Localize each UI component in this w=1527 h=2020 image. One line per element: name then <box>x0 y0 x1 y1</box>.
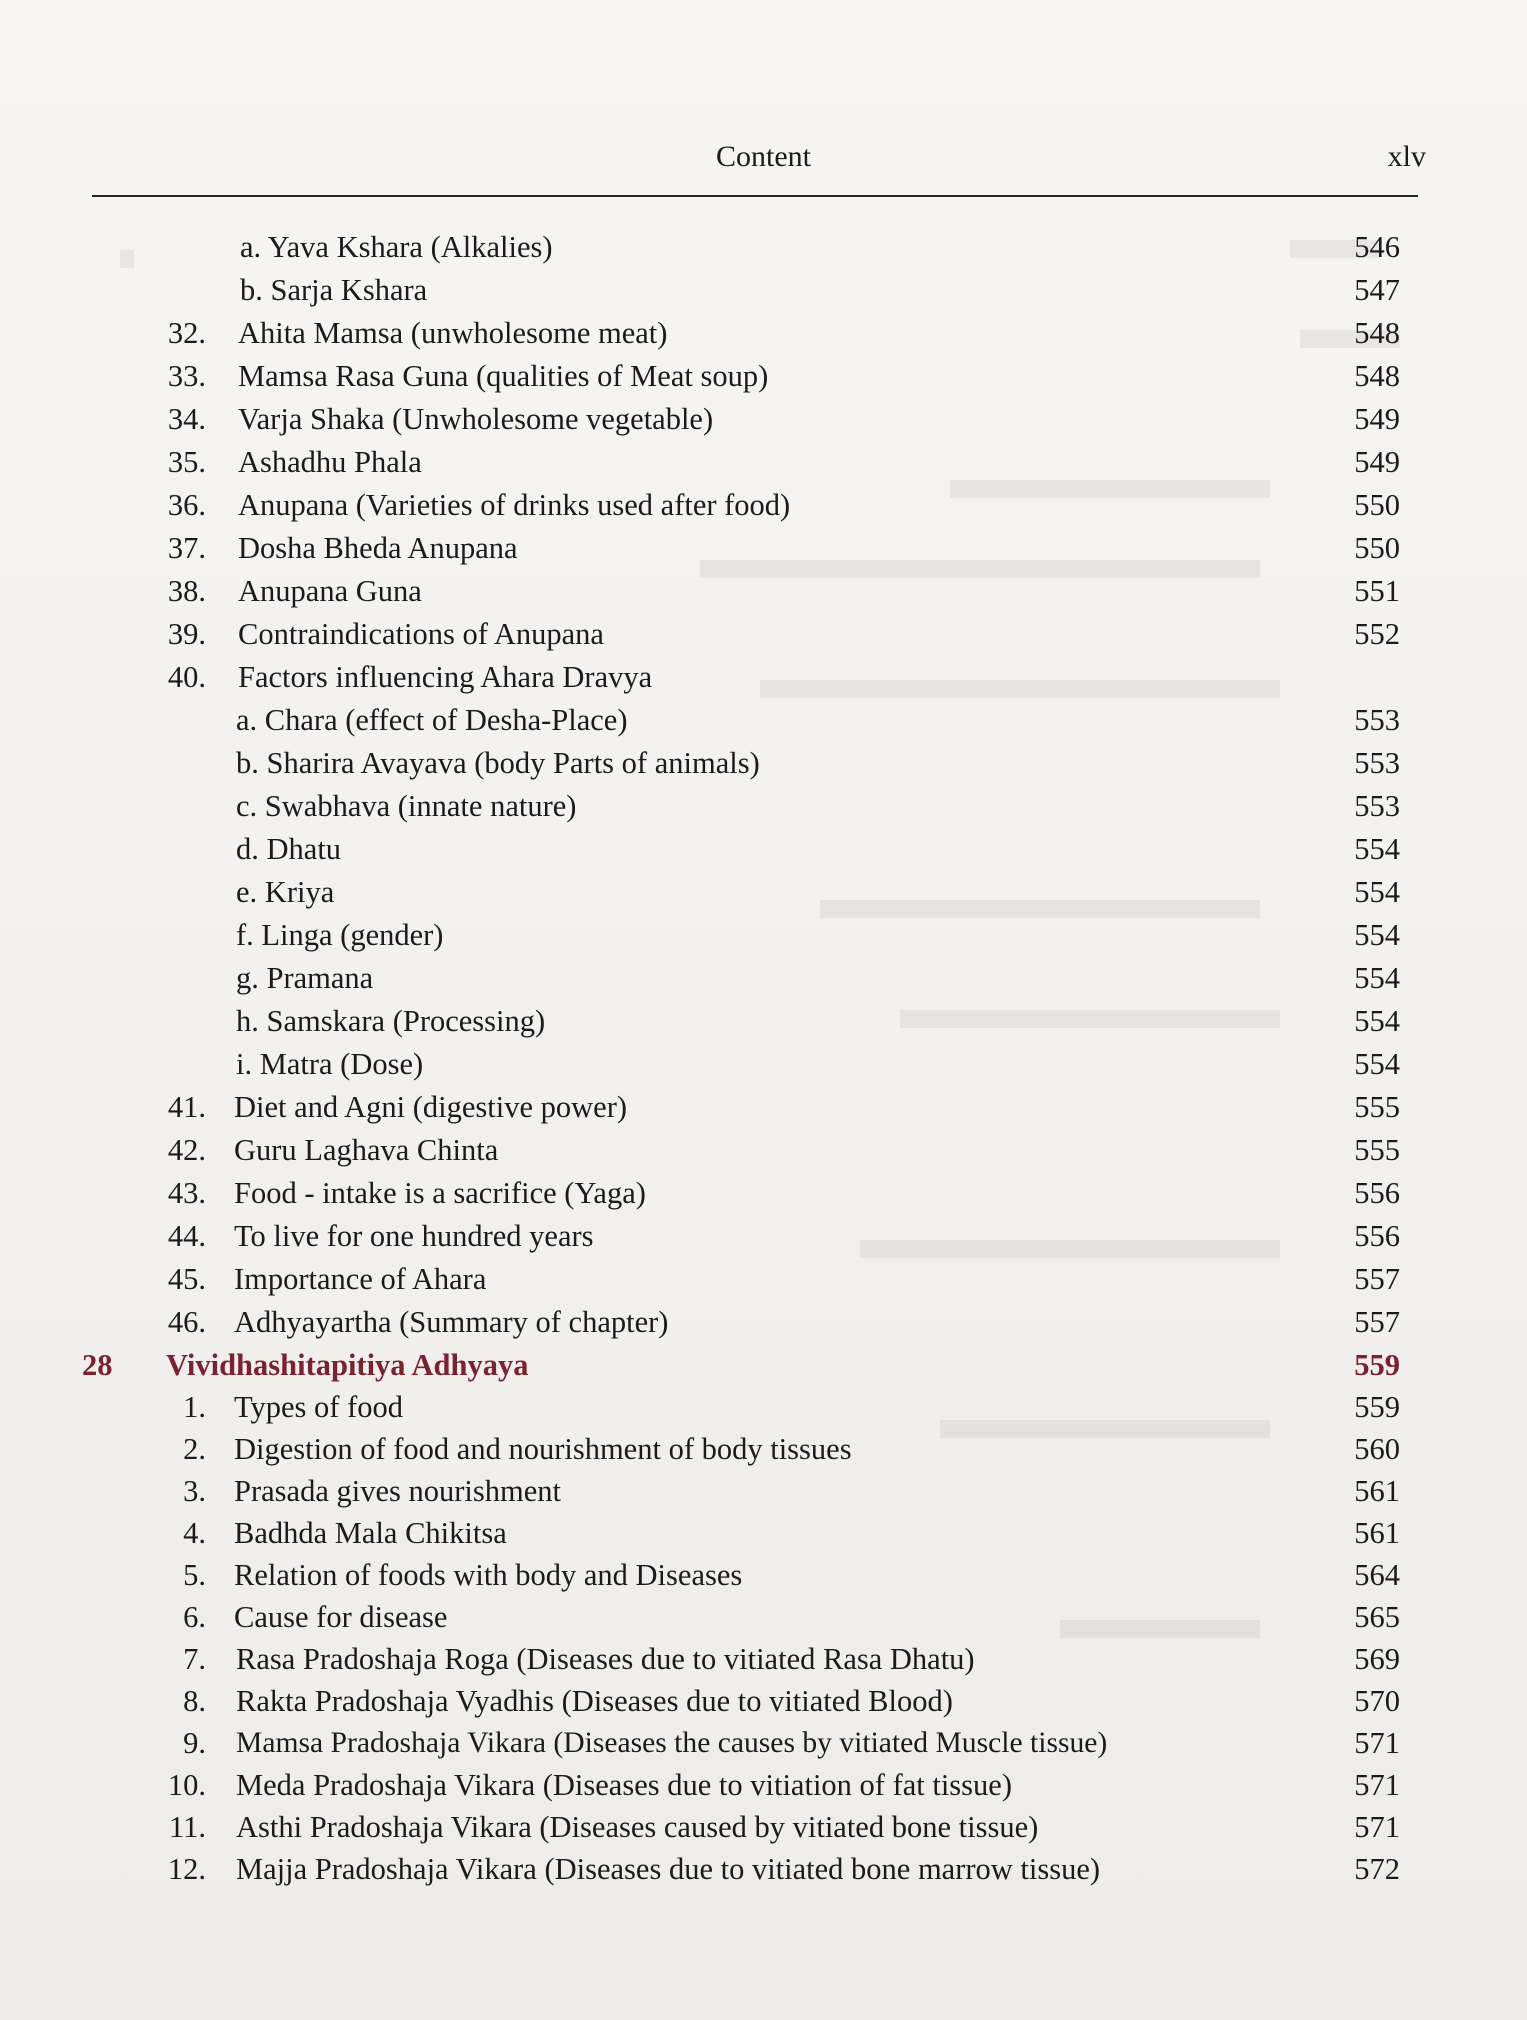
entry-number: 35. <box>167 445 206 479</box>
entry-title: e. Kriya <box>236 875 335 909</box>
entry-title: c. Swabhava (innate nature) <box>236 789 577 823</box>
entry-page: 571 <box>1354 1726 1400 1760</box>
entry-title: Rasa Pradoshaja Roga (Diseases due to vitiated Rasa Dhatu) <box>236 1642 975 1676</box>
entry-title: h. Samskara (Processing) <box>236 1004 546 1038</box>
toc-entry <box>0 1765 1527 1805</box>
toc-entry <box>0 1387 1527 1427</box>
entry-page: 570 <box>1354 1684 1400 1718</box>
toc-entry <box>0 872 1527 912</box>
entry-page: 553 <box>1354 789 1400 823</box>
entry-page: 571 <box>1354 1768 1400 1802</box>
entry-title: i. Matra (Dose) <box>236 1047 424 1081</box>
entry-number: 4. <box>183 1516 206 1550</box>
running-header-title: Content <box>716 140 811 173</box>
entry-page: 553 <box>1354 703 1400 737</box>
entry-title: d. Dhatu <box>236 832 342 866</box>
entry-page: 554 <box>1354 832 1400 866</box>
entry-page: 554 <box>1354 961 1400 995</box>
entry-page: 552 <box>1354 617 1400 651</box>
entry-number: 34. <box>167 402 206 436</box>
toc-entry <box>0 1216 1527 1256</box>
entry-number: 9. <box>183 1726 206 1760</box>
entry-title: Asthi Pradoshaja Vikara (Diseases caused by vitiated bone tissue) <box>236 1810 1039 1844</box>
entry-page: 555 <box>1354 1090 1400 1124</box>
entry-title: Contraindications of Anupana <box>238 617 604 651</box>
entry-title: Meda Pradoshaja Vikara (Diseases due to vitiation of fat tissue) <box>236 1768 1012 1802</box>
toc-entry <box>0 528 1527 568</box>
entry-page: 557 <box>1354 1305 1400 1339</box>
entry-title: Dosha Bheda Anupana <box>238 531 518 565</box>
toc-entry <box>0 1001 1527 1041</box>
toc-entry <box>0 1471 1527 1511</box>
entry-title: Mamsa Rasa Guna (qualities of Meat soup) <box>238 359 769 393</box>
entry-page: 555 <box>1354 1133 1400 1167</box>
entry-title: Diet and Agni (digestive power) <box>234 1090 628 1124</box>
entry-page: 550 <box>1354 488 1400 522</box>
toc-entry <box>0 571 1527 611</box>
entry-title: Digestion of food and nourishment of body tissues <box>234 1432 852 1466</box>
entry-title: Badhda Mala Chikitsa <box>234 1516 507 1550</box>
entry-page: 551 <box>1354 574 1400 608</box>
entry-number: 5. <box>183 1558 206 1592</box>
entry-title: b. Sharira Avayava (body Parts of animals) <box>236 746 760 780</box>
entry-page: 571 <box>1354 1810 1400 1844</box>
toc-entry <box>0 700 1527 740</box>
entry-title: Majja Pradoshaja Vikara (Diseases due to vitiated bone marrow tissue) <box>236 1852 1101 1886</box>
entry-title: Mamsa Pradoshaja Vikara (Diseases the causes by vitiated Muscle tissue) <box>236 1727 1108 1759</box>
toc-entry <box>0 1639 1527 1679</box>
entry-number: 3. <box>183 1474 206 1508</box>
toc-entry <box>0 1513 1527 1553</box>
toc-entry <box>0 614 1527 654</box>
entry-page: 561 <box>1354 1474 1400 1508</box>
entry-number: 36. <box>167 488 206 522</box>
entry-title: a. Chara (effect of Desha-Place) <box>236 703 628 737</box>
entry-number: 39. <box>167 617 206 651</box>
toc-entry <box>0 313 1527 353</box>
toc-entry <box>0 915 1527 955</box>
entry-title: Relation of foods with body and Diseases <box>234 1558 743 1592</box>
toc-entry <box>0 356 1527 396</box>
toc-entry <box>0 657 1527 697</box>
entry-title: Ahita Mamsa (unwholesome meat) <box>238 316 668 350</box>
entry-title: Food - intake is a sacrifice (Yaga) <box>234 1176 646 1210</box>
chapter-page: 559 <box>1354 1348 1400 1382</box>
entry-number: 43. <box>167 1176 206 1210</box>
entry-number: 42. <box>167 1133 206 1167</box>
entry-number: 46. <box>167 1305 206 1339</box>
toc-entry <box>0 1130 1527 1170</box>
toc-entry <box>0 1555 1527 1595</box>
entry-title: Adhyayartha (Summary of chapter) <box>234 1305 669 1339</box>
entry-page: 546 <box>1354 230 1400 264</box>
toc-entry <box>0 1681 1527 1721</box>
entry-title: Importance of Ahara <box>234 1262 487 1296</box>
entry-title: Types of food <box>234 1390 403 1424</box>
toc-entry <box>0 1259 1527 1299</box>
entry-page: 565 <box>1354 1600 1400 1634</box>
entry-page: 557 <box>1354 1262 1400 1296</box>
entry-page: 561 <box>1354 1516 1400 1550</box>
toc-entry <box>0 227 1527 267</box>
entry-title: Ashadhu Phala <box>238 445 422 479</box>
toc-entry <box>0 1087 1527 1127</box>
chapter-heading <box>0 1345 1527 1385</box>
toc-entry <box>0 743 1527 783</box>
toc-entry <box>0 1723 1527 1763</box>
toc-entry <box>0 958 1527 998</box>
running-header-page-number: xlv <box>1387 140 1426 173</box>
entry-number: 12. <box>167 1852 206 1886</box>
entry-page: 560 <box>1354 1432 1400 1466</box>
entry-title: Guru Laghava Chinta <box>234 1133 499 1167</box>
entry-page: 569 <box>1354 1642 1400 1676</box>
entry-number: 11. <box>169 1810 206 1844</box>
entry-page: 554 <box>1354 918 1400 952</box>
toc-entry <box>0 442 1527 482</box>
toc-entry <box>0 485 1527 525</box>
toc-entry <box>0 786 1527 826</box>
entry-number: 41. <box>167 1090 206 1124</box>
entry-page: 554 <box>1354 1047 1400 1081</box>
toc-entry <box>0 829 1527 869</box>
toc-entry <box>0 1849 1527 1889</box>
entry-page: 559 <box>1354 1390 1400 1424</box>
entry-page: 547 <box>1354 273 1400 307</box>
entry-number: 7. <box>183 1642 206 1676</box>
entry-page: 554 <box>1354 875 1400 909</box>
entry-number: 2. <box>183 1432 206 1466</box>
toc-entry <box>0 399 1527 439</box>
chapter-title: Vividhashitapitiya Adhyaya <box>166 1348 529 1382</box>
entry-page: 548 <box>1354 316 1400 350</box>
entry-page: 549 <box>1354 445 1400 479</box>
toc-entry <box>0 1597 1527 1637</box>
entry-title: g. Pramana <box>236 961 374 995</box>
toc-entry <box>0 1044 1527 1084</box>
entry-number: 44. <box>167 1219 206 1253</box>
entry-title: Anupana Guna <box>238 574 422 608</box>
entry-number: 6. <box>183 1600 206 1634</box>
toc-entry <box>0 270 1527 310</box>
entry-page: 553 <box>1354 746 1400 780</box>
entry-page: 556 <box>1354 1219 1400 1253</box>
entry-page: 550 <box>1354 531 1400 565</box>
entry-number: 38. <box>167 574 206 608</box>
toc-entry <box>0 1807 1527 1847</box>
entry-title: To live for one hundred years <box>234 1219 594 1253</box>
entry-number: 32. <box>167 316 206 350</box>
entry-title: Factors influencing Ahara Dravya <box>238 660 653 694</box>
entry-number: 10. <box>167 1768 206 1802</box>
entry-page: 554 <box>1354 1004 1400 1038</box>
entry-title: Rakta Pradoshaja Vyadhis (Diseases due to vitiated Blood) <box>236 1684 953 1718</box>
entry-page: 564 <box>1354 1558 1400 1592</box>
entry-title: Varja Shaka (Unwholesome vegetable) <box>238 402 714 436</box>
entry-title: f. Linga (gender) <box>236 918 444 952</box>
entry-number: 8. <box>183 1684 206 1718</box>
chapter-number: 28 <box>82 1348 113 1382</box>
entry-number: 1. <box>183 1390 206 1424</box>
entry-number: 37. <box>167 531 206 565</box>
entry-page: 549 <box>1354 402 1400 436</box>
entry-title: a. Yava Kshara (Alkalies) <box>240 230 553 264</box>
toc-entry <box>0 1173 1527 1213</box>
entry-number: 33. <box>167 359 206 393</box>
entry-page: 548 <box>1354 359 1400 393</box>
toc-entry <box>0 1302 1527 1342</box>
header-rule <box>92 195 1418 197</box>
toc-entry <box>0 1429 1527 1469</box>
entry-title: Prasada gives nourishment <box>234 1474 561 1508</box>
entry-page: 572 <box>1354 1852 1400 1886</box>
entry-title: Cause for disease <box>234 1600 448 1634</box>
entry-number: 45. <box>167 1262 206 1296</box>
entry-page: 556 <box>1354 1176 1400 1210</box>
entry-title: b. Sarja Kshara <box>240 273 428 307</box>
entry-number: 40. <box>167 660 206 694</box>
entry-title: Anupana (Varieties of drinks used after food) <box>238 488 791 522</box>
